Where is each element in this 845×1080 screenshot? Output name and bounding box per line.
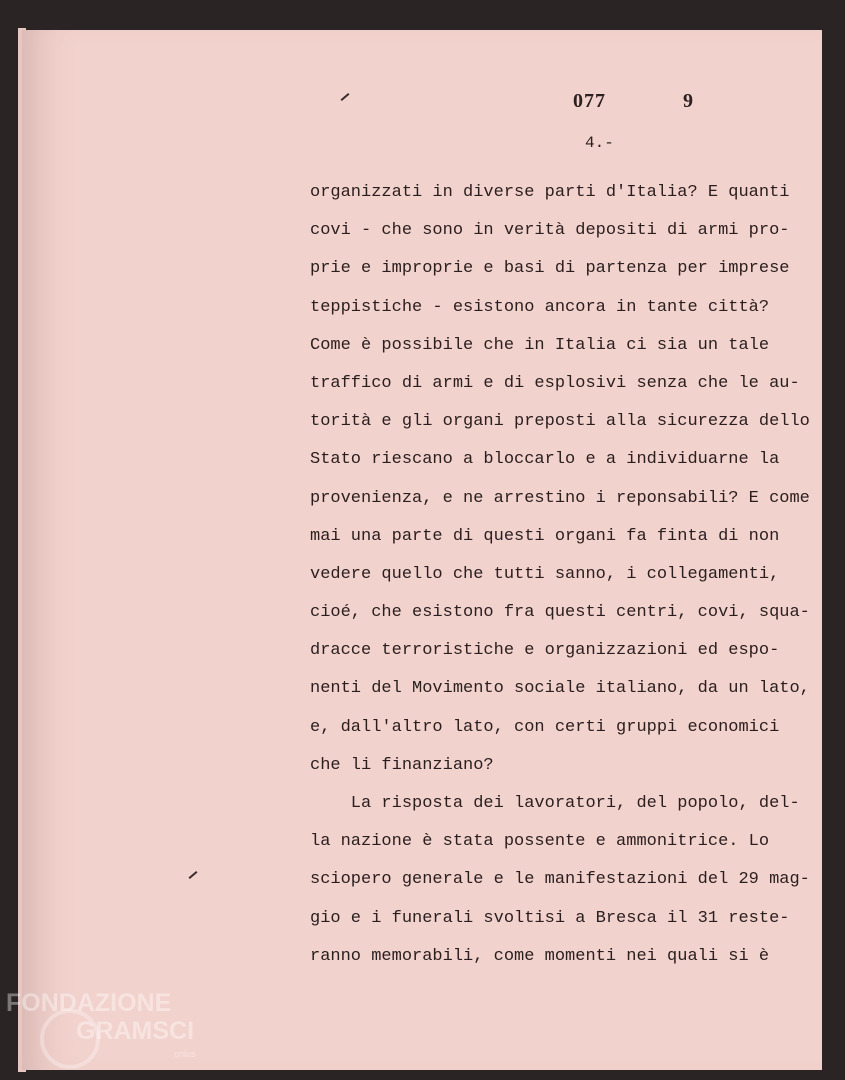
watermark-line1: FONDAZIONE — [6, 989, 172, 1017]
archive-number: 077 — [573, 90, 606, 112]
text-line: mai una parte di questi organi fa finta di non — [310, 526, 780, 546]
sheet-number: 9 — [683, 90, 693, 112]
text-line: vedere quello che tutti sanno, i collegamenti, — [310, 564, 780, 584]
page-number: 4.- — [585, 134, 614, 152]
text-line: dracce terroristiche e organizzazioni ed espo- — [310, 641, 780, 661]
text-line: covi - che sono in verità depositi di armi pro- — [310, 221, 790, 241]
text-line: organizzati in diverse parti d'Italia? E quanti — [310, 183, 790, 202]
text-line: nenti del Movimento sociale italiano, da un lato, — [310, 679, 810, 699]
text-line: prie e improprie e basi di partenza per imprese — [310, 259, 790, 279]
typewritten-text — [310, 180, 830, 982]
text-line: La risposta dei lavoratori, del popolo, del- — [310, 794, 800, 813]
text-line: teppistiche - esistono ancora in tante città? — [310, 297, 770, 317]
watermark-logo — [6, 985, 216, 1075]
text-line: ranno memorabili, come momenti nei quali si è — [310, 946, 770, 966]
text-line: traffico di armi e di esplosivi senza che le au- — [310, 373, 800, 393]
text-line: cioé, che esistono fra questi centri, covi, squa- — [310, 603, 810, 623]
text-line: gio e i funerali svoltisi a Bresca il 31 reste- — [310, 908, 790, 928]
text-line: e, dall'altro lato, con certi gruppi economici — [310, 717, 780, 737]
text-line: provenienza, e ne arrestino i reponsabili? E come — [310, 488, 810, 508]
text-line: la nazione è stata possente e ammonitrice. Lo — [310, 832, 770, 852]
text-line: sciopero generale e le manifestazioni del 29 mag- — [310, 870, 810, 890]
text-line: Stato riescano a bloccarlo e a individuarne la — [310, 450, 780, 470]
text-line: che li finanziano? — [310, 755, 494, 775]
text-line: Come è possibile che in Italia ci sia un tale — [310, 335, 770, 355]
text-line: torità e gli organi preposti alla sicurezza dello — [310, 412, 810, 432]
watermark-sub: onlus — [174, 1049, 196, 1059]
watermark-line2: GRAMSCI — [76, 1017, 195, 1045]
